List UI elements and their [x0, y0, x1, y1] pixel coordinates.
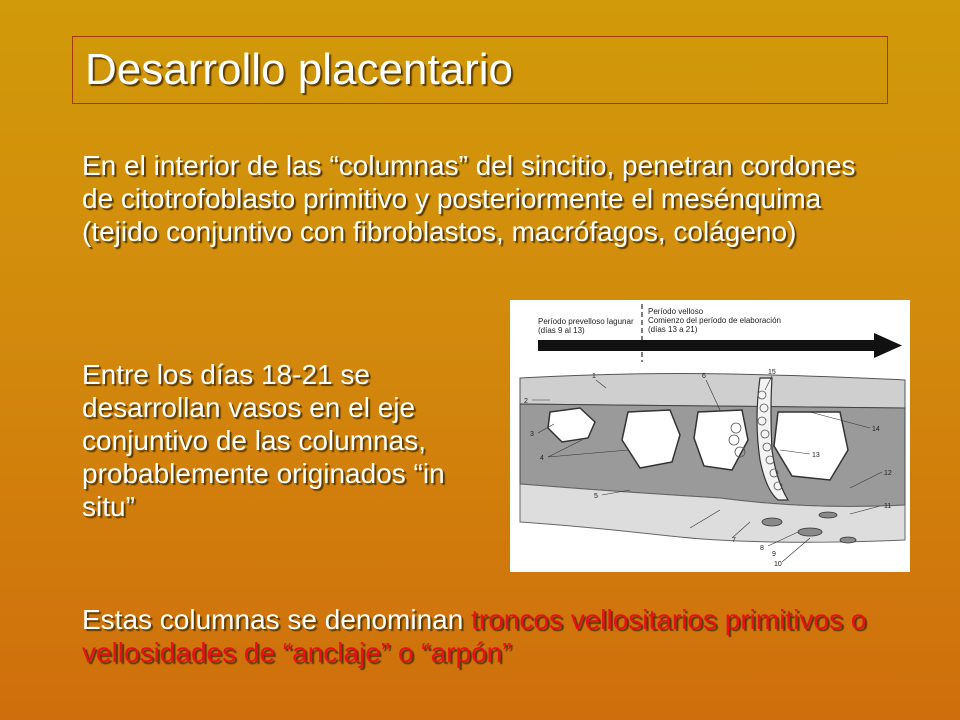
label-15: 15: [768, 369, 776, 376]
label-13: 13: [812, 452, 820, 459]
placenta-diagram: [510, 300, 910, 572]
label-2: 2: [524, 398, 528, 405]
right-period-line2: Comienzo del período de elaboración: [648, 316, 781, 325]
label-10: 10: [774, 561, 782, 568]
label-11: 11: [884, 503, 892, 510]
label-6: 6: [702, 373, 706, 380]
label-1: 1: [592, 373, 596, 380]
left-period-line1: Período prevelloso lagunar: [538, 317, 634, 326]
paragraph-villi-prefix: Estas columnas se denominan: [82, 604, 472, 635]
time-arrow-shaft: [538, 340, 878, 351]
paragraph-villi: [82, 603, 902, 669]
label-9: 9: [772, 551, 776, 558]
label-7: 7: [732, 537, 736, 544]
time-arrow-head: [874, 333, 902, 358]
right-period-line3: (días 13 a 21): [648, 325, 698, 334]
label-8: 8: [760, 545, 764, 552]
left-period-line2: (días 9 al 13): [538, 326, 585, 335]
paragraph-vessels: Entre los días 18-21 se desarrollan vasos en el eje conjuntivo de las columnas, probablemente originados “in situ”: [82, 359, 445, 523]
title-box: [72, 36, 888, 104]
label-14: 14: [872, 426, 880, 433]
right-period-line1: Período velloso: [648, 307, 704, 316]
label-12: 12: [884, 470, 892, 477]
slide-title: Desarrollo placentario: [85, 45, 513, 94]
placenta-diagram-svg: [510, 300, 910, 572]
label-3: 3: [530, 431, 534, 438]
label-5: 5: [594, 493, 598, 500]
paragraph-columns: En el interior de las “columnas” del sincitio, penetran cordones de citotrofoblasto primitivo y posteriormente el mesénquima (tejido conjuntivo con fibroblastos, macrófagos, colágeno): [82, 150, 856, 248]
paragraph-villi-highlight: troncos vellositarios primitivos o vellosidades de “anclaje” o “arpón”: [82, 604, 867, 669]
label-4: 4: [540, 455, 544, 462]
trophoblast-layer: [520, 374, 905, 409]
